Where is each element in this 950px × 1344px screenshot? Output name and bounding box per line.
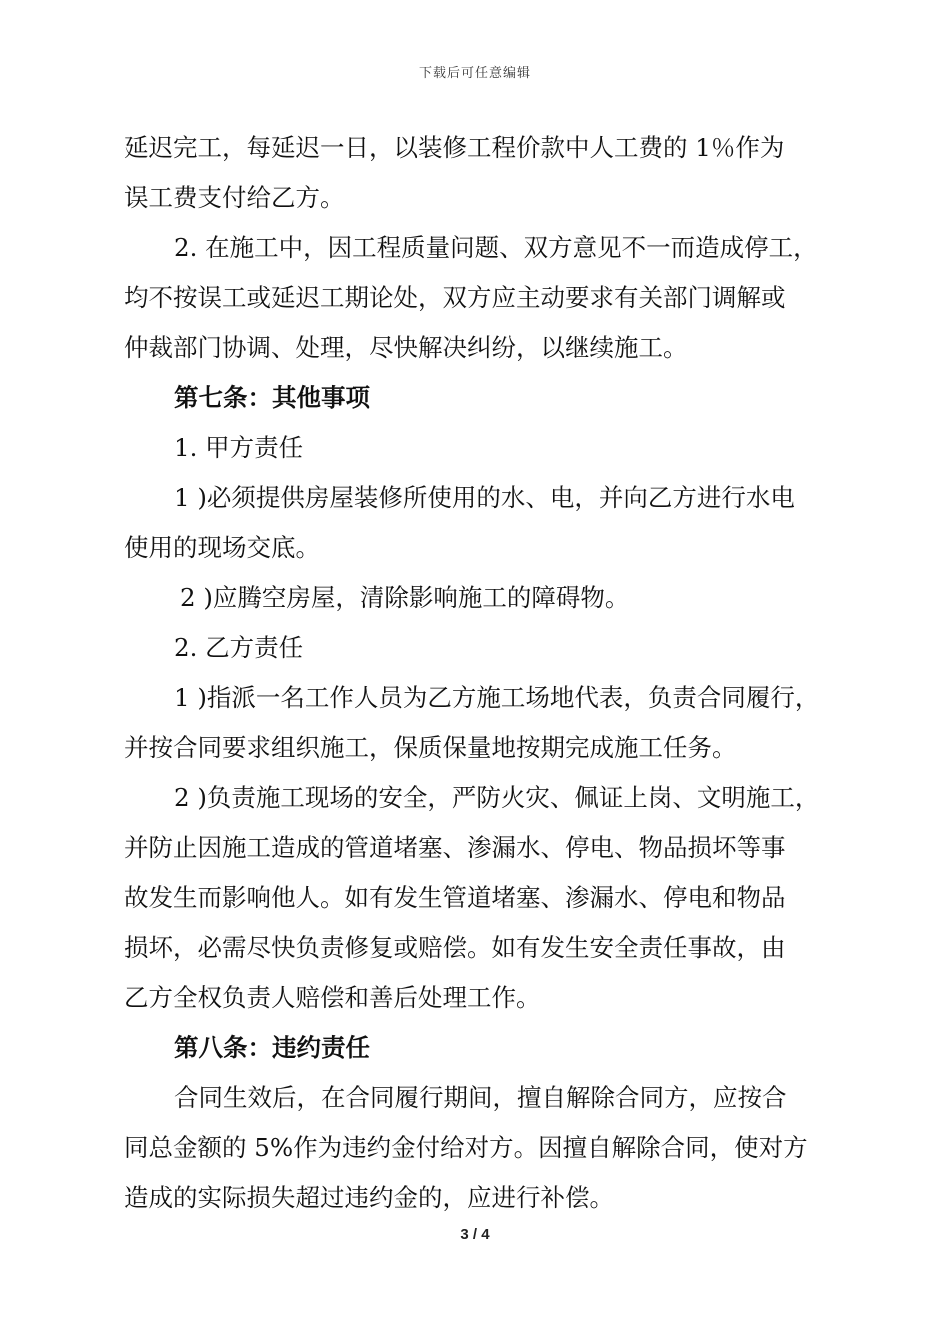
body-line: 使用的现场交底。 bbox=[124, 533, 320, 562]
body-line: 1 )指派一名工作人员为乙方施工场地代表，负责合同履行， bbox=[174, 683, 820, 712]
body-line: 延迟完工，每延迟一日，以装修工程价款中人工费的 1％作为 bbox=[124, 133, 785, 162]
page-number: 3 / 4 bbox=[460, 1226, 490, 1243]
body-line: 故发生而影响他人。如有发生管道堵塞、渗漏水、停电和物品 bbox=[124, 883, 786, 912]
section-heading: 第八条：违约责任 bbox=[174, 1033, 370, 1062]
body-line: 误工费支付给乙方。 bbox=[124, 183, 345, 212]
body-line: 合同生效后，在合同履行期间，擅自解除合同方，应按合 bbox=[174, 1083, 787, 1112]
section-heading: 第七条：其他事项 bbox=[174, 383, 370, 412]
body-line: 造成的实际损失超过违约金的，应进行补偿。 bbox=[124, 1183, 614, 1212]
body-line: 损坏，必需尽快负责修复或赔偿。如有发生安全责任事故，由 bbox=[124, 933, 786, 962]
body-line: 乙方全权负责人赔偿和善后处理工作。 bbox=[124, 983, 541, 1012]
body-line: 仲裁部门协调、处理，尽快解决纠纷，以继续施工。 bbox=[124, 333, 688, 362]
body-line: 1 )必须提供房屋装修所使用的水、电，并向乙方进行水电 bbox=[174, 483, 795, 512]
page-header: 下载后可任意编辑 bbox=[418, 66, 531, 81]
body-line: 并防止因施工造成的管道堵塞、渗漏水、停电、物品损坏等事 bbox=[124, 833, 786, 862]
body-line: 同总金额的 5%作为违约金付给对方。因擅自解除合同，使对方 bbox=[124, 1133, 808, 1162]
subsection-heading: 1. 甲方责任 bbox=[174, 433, 304, 462]
body-line: 2. 在施工中，因工程质量问题、双方意见不一而造成停工， bbox=[174, 233, 818, 262]
body-line: 并按合同要求组织施工，保质保量地按期完成施工任务。 bbox=[124, 733, 737, 762]
body-line: 2 )应腾空房屋，清除影响施工的障碍物。 bbox=[180, 583, 630, 612]
body-line: 均不按误工或延迟工期论处，双方应主动要求有关部门调解或 bbox=[124, 283, 786, 312]
body-line: 2 )负责施工现场的安全，严防火灾、佩证上岗、文明施工， bbox=[174, 783, 820, 812]
subsection-heading: 2. 乙方责任 bbox=[174, 633, 304, 662]
